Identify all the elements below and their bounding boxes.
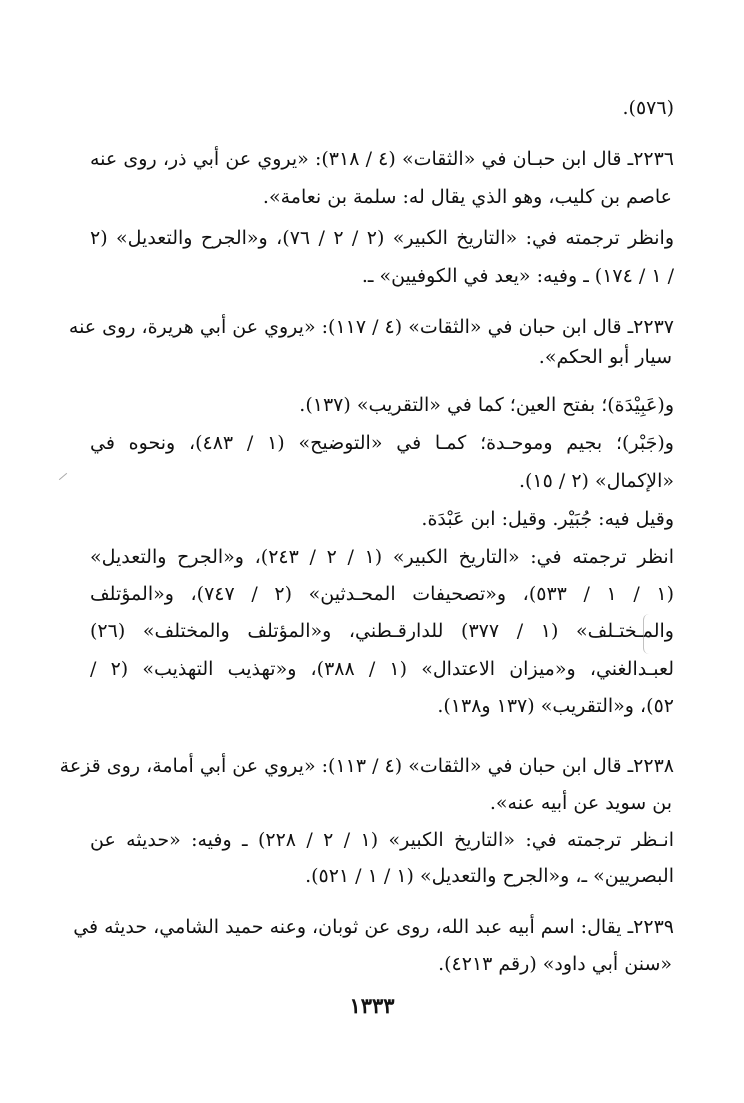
page-number: ١٣٣٣ [349,993,395,1018]
entry-2236-line-1: ٢٢٣٦ـ قال ابن حبـان في «الثقات» (٤ / ٣١٨): «يروي عن أبي ذر، روى عنه [90,148,675,170]
entry-2237-line-1: ٢٢٣٧ـ قال ابن حبان في «الثقات» (٤ / ١١٧): «يروي عن أبي هريرة، روى عنه [68,316,674,338]
margin-mark [643,614,652,654]
entry-2237-line-9: والمـختـلف» (١ / ٣٧٧) للدارقـطني، و«المؤتلف والمختلف» (٢٦) [90,620,674,642]
entry-2237-line-7: انظر ترجمته في: «التاريخ الكبير» (١ / ٢ / ٢٤٣)، و«الجرح والتعديل» [90,546,674,568]
entry-2237-line-8: (١ / ١ / ٥٣٣)، و«تصحيفات المحـدثين» (٢ / ٧٤٧)، و«المؤتلف [90,583,675,605]
entry-2237-line-5: «الإكمال» (٢ / ١٥). [518,470,674,492]
stray-mark [59,473,67,480]
entry-2236-line-2: عاصم بن كليب، وهو الذي يقال له: سلمة بن نعامة». [262,186,672,208]
entry-2237-line-3: و(عَبِيْدَة)؛ بفتح العين؛ كما في «التقريب» (١٣٧). [299,394,674,416]
entry-2237-line-11: ٥٢)، و«التقريب» (١٣٧ و١٣٨). [437,695,674,717]
entry-2238-line-2: بن سويد عن أبيه عنه». [489,792,672,814]
text-line-1: (٥٧٦). [622,97,674,119]
entry-2238-line-1: ٢٢٣٨ـ قال ابن حبان في «الثقات» (٤ / ١١٣): «يروي عن أبي أمامة، روى قزعة [59,755,674,777]
entry-2236-line-4: / ١ / ١٧٤) ـ وفيه: «يعد في الكوفيين» ـ. [361,265,674,287]
entry-2237-line-10: لعبـدالغني، و«ميزان الاعتدال» (١ / ٣٨٨)، و«تهذيب التهذيب» (٢ / [90,658,674,680]
entry-2237-line-2: سيار أبو الحكم». [538,346,672,368]
entry-2238-line-4: البصريين» ـ، و«الجرح والتعديل» (١ / ١ / ٥٢١). [305,865,674,887]
entry-2239-line-1: ٢٢٣٩ـ يقال: اسم أبيه عبد الله، روى عن ثوبان، وعنه حميد الشامي، حديثه في [73,916,674,938]
entry-2237-line-4: و(جَبْر)؛ بجيم وموحـدة؛ كمـا في «التوضيح» (١ / ٤٨٣)، ونحوه في [90,432,674,454]
entry-2238-line-3: انـظر ترجمته في: «التاريخ الكبير» (١ / ٢ / ٢٢٨) ـ وفيه: «حديثه عن [90,829,675,851]
entry-2239-line-2: «سنن أبي داود» (رقم ٤٢١٣). [438,953,672,975]
entry-2236-line-3: وانظر ترجمته في: «التاريخ الكبير» (٢ / ٢ / ٧٦)، و«الجرح والتعديل» (٢ [90,227,674,249]
entry-2237-line-6: وقيل فيه: جُبَيْر. وقيل: ابن عَبْدَة. [421,508,674,530]
